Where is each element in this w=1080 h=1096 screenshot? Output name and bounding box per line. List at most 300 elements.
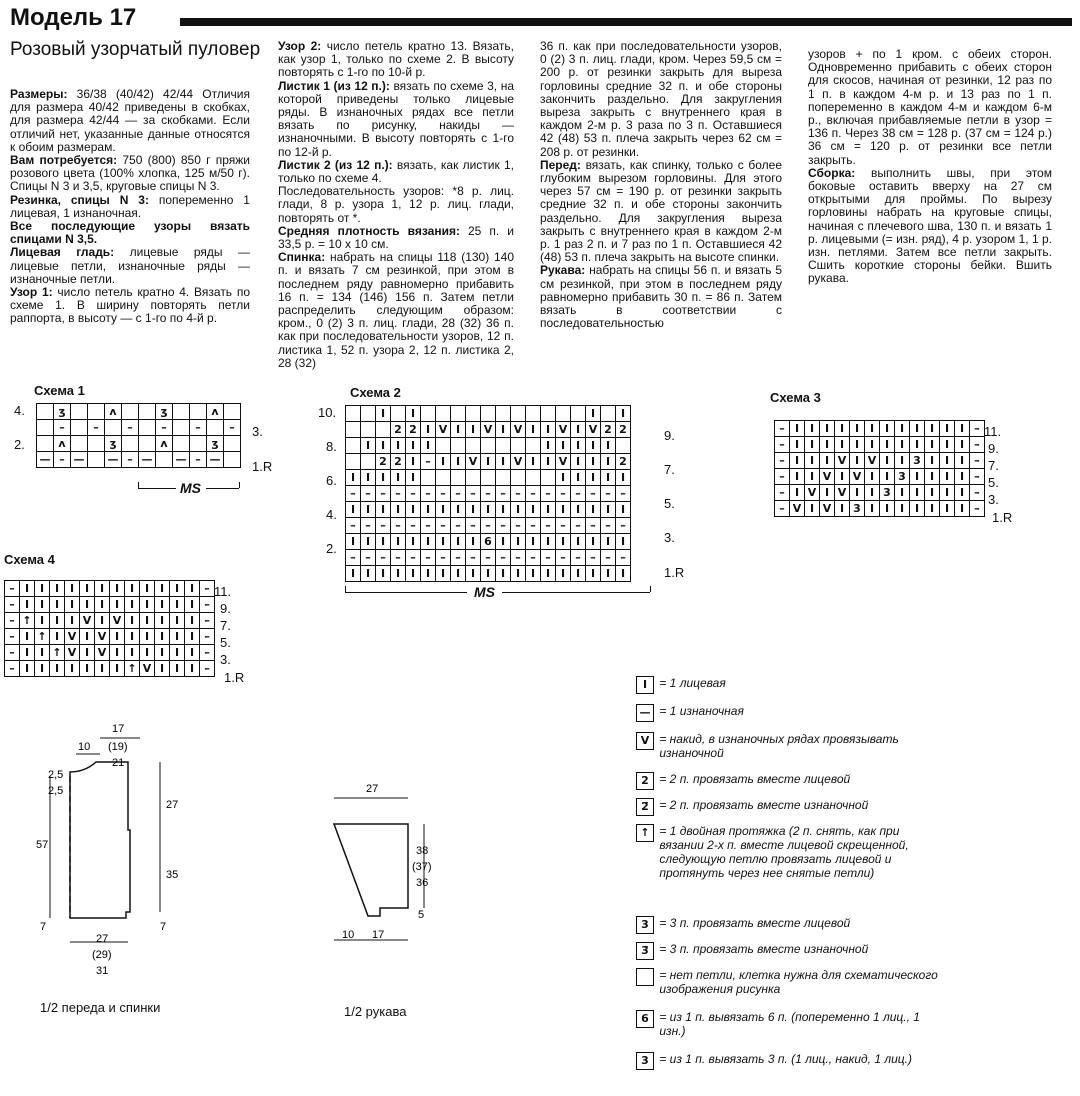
stitch-cell: ↑ bbox=[125, 661, 140, 677]
sizes-value: 36/38 (40/42) 42/44 bbox=[76, 87, 194, 101]
stitch-cell: I bbox=[865, 421, 880, 437]
stitch-cell bbox=[496, 406, 511, 422]
stitch-cell bbox=[481, 438, 496, 454]
rib-label: Резинка, спицы N 3: bbox=[10, 192, 149, 207]
stitch-cell: I bbox=[586, 534, 601, 550]
stitch-cell: I bbox=[436, 566, 451, 582]
stitch-cell: I bbox=[850, 421, 865, 437]
stitch-cell: I bbox=[406, 406, 421, 422]
stitch-cell: I bbox=[466, 534, 481, 550]
stitch-cell: I bbox=[50, 581, 65, 597]
body-outline bbox=[70, 762, 130, 918]
stitch-cell bbox=[122, 436, 139, 452]
legend-symbol: — bbox=[636, 704, 654, 722]
stitch-cell: – bbox=[466, 550, 481, 566]
stitch-cell: V bbox=[65, 629, 80, 645]
stitch-cell: I bbox=[451, 566, 466, 582]
stitch-cell bbox=[139, 404, 156, 420]
stitch-cell: I bbox=[110, 645, 125, 661]
stitch-cell: – bbox=[616, 486, 631, 502]
stitch-cell: I bbox=[865, 485, 880, 501]
stitch-cell: I bbox=[421, 422, 436, 438]
chart2-ms-label: MS bbox=[474, 584, 495, 600]
legend-item bbox=[636, 968, 949, 996]
stitch-cell: – bbox=[496, 518, 511, 534]
stitch-cell: – bbox=[190, 452, 207, 468]
stitch-cell: I bbox=[805, 453, 820, 469]
stitch-cell: – bbox=[200, 581, 215, 597]
stitch-cell: I bbox=[20, 645, 35, 661]
stitch-cell: I bbox=[895, 501, 910, 517]
stitch-cell: I bbox=[541, 566, 556, 582]
stitch-cell: ↑ bbox=[50, 645, 65, 661]
body-schematic bbox=[30, 716, 230, 986]
stitch-cell: I bbox=[820, 485, 835, 501]
dim-sleeve-h2: (37) bbox=[412, 861, 432, 873]
legend-item bbox=[636, 1010, 929, 1038]
stitch-cell: – bbox=[466, 518, 481, 534]
page-header bbox=[10, 4, 1072, 38]
stitch-cell: — bbox=[207, 452, 224, 468]
dim-top-2: (19) bbox=[108, 741, 128, 753]
stitch-cell: I bbox=[790, 453, 805, 469]
chart2-row-label: 5. bbox=[664, 496, 675, 511]
stitch-cell: I bbox=[155, 629, 170, 645]
stitch-cell: – bbox=[436, 486, 451, 502]
gauge-value: 25 п. и 33,5 р. = 10 х 10 см. bbox=[278, 223, 514, 252]
stitch-cell: I bbox=[406, 438, 421, 454]
stitch-cell: I bbox=[526, 454, 541, 470]
sleeves-label: Рукава: bbox=[540, 263, 586, 278]
ms-bracket-right bbox=[650, 586, 651, 592]
stitch-cell: I bbox=[601, 566, 616, 582]
stitch-cell bbox=[139, 420, 156, 436]
stitch-cell: – bbox=[526, 518, 541, 534]
stitch-cell: I bbox=[466, 502, 481, 518]
stitch-cell: I bbox=[376, 406, 391, 422]
text-column-4 bbox=[808, 48, 1052, 286]
legend-symbol: 2̄ bbox=[636, 798, 654, 816]
stitch-cell: V bbox=[835, 485, 850, 501]
stitch-cell: I bbox=[835, 437, 850, 453]
stitch-cell: – bbox=[775, 421, 790, 437]
chart3-row-label: 3. bbox=[988, 492, 999, 507]
dim-rib-left: 7 bbox=[40, 921, 47, 933]
chart1-grid bbox=[36, 403, 241, 468]
stitch-cell: I bbox=[170, 645, 185, 661]
ms-bracket-right bbox=[239, 482, 240, 488]
chart2-row-label: 7. bbox=[664, 462, 675, 477]
stitch-cell: – bbox=[586, 550, 601, 566]
stitch-cell: – bbox=[5, 661, 20, 677]
stitch-cell: – bbox=[5, 645, 20, 661]
stitch-cell: – bbox=[466, 486, 481, 502]
stitch-cell: – bbox=[970, 453, 985, 469]
stitch-cell: – bbox=[775, 485, 790, 501]
stitch-cell: I bbox=[586, 566, 601, 582]
stitch-cell: I bbox=[361, 502, 376, 518]
chart1-row-label: 3. bbox=[252, 424, 263, 439]
stitch-cell: I bbox=[110, 661, 125, 677]
dim-left-a: 2,5 bbox=[48, 769, 64, 781]
stitch-cell: I bbox=[65, 597, 80, 613]
stitch-cell: 3 bbox=[895, 469, 910, 485]
stitch-cell bbox=[496, 470, 511, 486]
stitch-cell: I bbox=[20, 597, 35, 613]
stitch-cell: – bbox=[200, 661, 215, 677]
stitch-cell: – bbox=[224, 420, 241, 436]
stitch-cell: – bbox=[406, 486, 421, 502]
stitch-cell: I bbox=[790, 469, 805, 485]
stitch-cell: I bbox=[436, 454, 451, 470]
stitch-cell: I bbox=[185, 661, 200, 677]
garment-title: Розовый узорчатый пуловер bbox=[10, 39, 261, 60]
front-label: Перед: bbox=[540, 157, 581, 172]
legend-symbol: ↑ bbox=[636, 824, 654, 842]
stitch-cell: I bbox=[185, 645, 200, 661]
stitch-cell: – bbox=[571, 550, 586, 566]
stitch-cell: I bbox=[496, 454, 511, 470]
stitch-cell bbox=[346, 422, 361, 438]
stitch-cell: – bbox=[421, 550, 436, 566]
stitch-cell: I bbox=[925, 469, 940, 485]
stitch-cell: I bbox=[820, 453, 835, 469]
chart1-title: Схема 1 bbox=[34, 383, 85, 398]
stitch-cell: – bbox=[391, 550, 406, 566]
stitch-cell: I bbox=[376, 470, 391, 486]
stitch-cell bbox=[122, 404, 139, 420]
stitch-cell bbox=[224, 404, 241, 420]
stitch-cell: I bbox=[940, 501, 955, 517]
leaf1-value: вязать по схеме 3, на которой приведены только лицевые ряды. В изнаночных рядах все петли вязать по рисунку, накиды — изнаночными. В высоту повторять с 1-го по 12-й р. bbox=[278, 78, 514, 159]
stitch-cell: I bbox=[571, 454, 586, 470]
stitch-cell: I bbox=[925, 485, 940, 501]
stitch-cell: I bbox=[571, 534, 586, 550]
stitch-cell: I bbox=[865, 501, 880, 517]
chart3-title: Схема 3 bbox=[770, 390, 821, 405]
leaf1-label: Листик 1 (из 12 п.): bbox=[278, 78, 390, 93]
stitch-cell: – bbox=[970, 485, 985, 501]
stitch-cell bbox=[466, 470, 481, 486]
legend-symbol: V bbox=[636, 732, 654, 750]
all-patterns-note: Все последующие узоры вязать спицами N 3,5. bbox=[10, 219, 250, 247]
stitch-cell: – bbox=[616, 518, 631, 534]
dim-top: 17 bbox=[112, 723, 125, 735]
legend-symbol: 3 bbox=[636, 1052, 654, 1070]
stitch-cell: — bbox=[139, 452, 156, 468]
stitch-cell: – bbox=[451, 486, 466, 502]
stitch-cell: I bbox=[955, 469, 970, 485]
stitch-cell bbox=[37, 404, 54, 420]
stitch-cell bbox=[481, 406, 496, 422]
chart3-row-label: 11. bbox=[984, 424, 1002, 439]
stitch-cell: I bbox=[391, 438, 406, 454]
stitch-cell: V bbox=[790, 501, 805, 517]
stitch-cell bbox=[71, 436, 88, 452]
stitch-cell: I bbox=[406, 454, 421, 470]
stitch-cell: I bbox=[880, 501, 895, 517]
stitch-cell: ʌ bbox=[156, 436, 173, 452]
legend-text: = из 1 п. вывязать 6 п. (попеременно 1 лиц., 1 изн.) bbox=[659, 1010, 920, 1038]
ms-bracket bbox=[206, 488, 239, 489]
legend-text: = 1 изнаночная bbox=[659, 704, 744, 718]
stitch-cell bbox=[173, 404, 190, 420]
stitch-cell: I bbox=[155, 597, 170, 613]
stitch-cell: I bbox=[616, 502, 631, 518]
stitch-cell: I bbox=[880, 421, 895, 437]
chart1-ms-label: MS bbox=[180, 480, 201, 496]
stitch-cell: I bbox=[185, 613, 200, 629]
stitch-cell: – bbox=[601, 550, 616, 566]
stitch-cell: 2 bbox=[376, 454, 391, 470]
header-rule bbox=[180, 18, 1072, 26]
stitch-cell: – bbox=[556, 486, 571, 502]
stitch-cell bbox=[616, 438, 631, 454]
legend-text: = 3 п. провязать вместе лицевой bbox=[659, 916, 851, 930]
stitch-cell: I bbox=[125, 645, 140, 661]
stitch-cell: I bbox=[140, 629, 155, 645]
stitch-cell: I bbox=[850, 485, 865, 501]
stitch-cell: I bbox=[155, 645, 170, 661]
chart2-row-label: 3. bbox=[664, 530, 675, 545]
stitch-cell: 2 bbox=[391, 454, 406, 470]
stitch-cell: – bbox=[481, 550, 496, 566]
stitch-cell: – bbox=[54, 452, 71, 468]
chart4-row-label: 7. bbox=[220, 618, 231, 633]
ms-bracket bbox=[138, 488, 176, 489]
dim-bottom-2: (29) bbox=[92, 949, 112, 961]
legend-item bbox=[636, 732, 949, 760]
legend-symbol: 3 bbox=[636, 916, 654, 934]
stitch-cell bbox=[511, 438, 526, 454]
stitch-cell: ʌ bbox=[105, 404, 122, 420]
stitch-cell: – bbox=[5, 581, 20, 597]
dim-rib-right: 7 bbox=[160, 921, 167, 933]
stitch-cell: – bbox=[571, 518, 586, 534]
stitch-cell: V bbox=[805, 485, 820, 501]
stitch-cell: V bbox=[586, 422, 601, 438]
legend-item bbox=[636, 798, 868, 816]
stitch-cell: V bbox=[436, 422, 451, 438]
back-label: Спинка: bbox=[278, 250, 326, 265]
stitch-cell bbox=[526, 406, 541, 422]
stitch-cell: I bbox=[835, 501, 850, 517]
stitch-cell: I bbox=[541, 438, 556, 454]
ms-bracket bbox=[502, 592, 650, 593]
stitch-cell: – bbox=[970, 437, 985, 453]
stitch-cell: I bbox=[361, 534, 376, 550]
stitch-cell: – bbox=[421, 486, 436, 502]
dim-sleeve-h1: 38 bbox=[416, 845, 429, 857]
chart1-row-label: 4. bbox=[14, 403, 25, 418]
stitch-cell: I bbox=[125, 597, 140, 613]
stitch-cell: – bbox=[5, 629, 20, 645]
stitch-cell: I bbox=[376, 438, 391, 454]
stitch-cell: – bbox=[541, 518, 556, 534]
stitch-cell: I bbox=[35, 581, 50, 597]
stitch-cell bbox=[451, 438, 466, 454]
stitch-cell: – bbox=[526, 486, 541, 502]
stitch-cell: I bbox=[820, 421, 835, 437]
stitch-cell: I bbox=[406, 534, 421, 550]
stitch-cell: I bbox=[496, 534, 511, 550]
stitch-cell: – bbox=[361, 518, 376, 534]
stitch-cell: I bbox=[110, 581, 125, 597]
stitch-cell: I bbox=[80, 629, 95, 645]
chart4-row-label: 1.R bbox=[224, 670, 245, 685]
chart4-row-label: 3. bbox=[220, 652, 231, 667]
dim-sleeve-h3: 36 bbox=[416, 877, 429, 889]
stitch-cell: – bbox=[451, 518, 466, 534]
stitch-cell: – bbox=[451, 550, 466, 566]
stitch-cell: – bbox=[436, 518, 451, 534]
legend-text: = накид, в изнаночных рядах провязывать изнаночной bbox=[659, 732, 899, 760]
stitch-cell: I bbox=[170, 613, 185, 629]
stitch-cell: I bbox=[955, 437, 970, 453]
text-column-1 bbox=[10, 88, 250, 326]
stitch-cell: I bbox=[406, 502, 421, 518]
stitch-cell: ʒ bbox=[156, 404, 173, 420]
legend-symbol: I bbox=[636, 676, 654, 694]
stitch-cell: I bbox=[910, 501, 925, 517]
legend-text: = 1 двойная протяжка (2 п. снять, как при вязании 2-х п. вместе лицевой скрещенной, следующую петлю провязать лицевой и протянуть через нее снятые петли) bbox=[659, 824, 909, 880]
pattern2-label: Узор 2: bbox=[278, 39, 322, 53]
stitch-cell: I bbox=[140, 613, 155, 629]
chart2-row-label: 9. bbox=[664, 428, 675, 443]
stitch-cell bbox=[496, 438, 511, 454]
stitch-cell: – bbox=[346, 518, 361, 534]
stitch-cell: 2 bbox=[391, 422, 406, 438]
stitch-cell: – bbox=[376, 550, 391, 566]
back-value: набрать на спицы 118 (130) 140 п. и вязать 7 см резинкой, при этом в последнем ряду равномерно прибавить 16 п. = 134 (146) 156 п. Затем петли распределить следующим образом: кром., 0 (2) 3 п. лиц. глади, 28 (32) 36 п. как при последовательности узоров, 12 п. листика 1, 52 п. узора 2, 12 п. листика 2, 28 (32) bbox=[278, 250, 515, 370]
stitch-cell: I bbox=[170, 581, 185, 597]
stitch-cell: I bbox=[586, 438, 601, 454]
stitch-cell: V bbox=[140, 661, 155, 677]
stitch-cell bbox=[71, 404, 88, 420]
stitch-cell: – bbox=[586, 486, 601, 502]
stitch-cell: I bbox=[511, 534, 526, 550]
stitch-cell: I bbox=[50, 629, 65, 645]
stitch-cell: I bbox=[421, 534, 436, 550]
stitch-cell: I bbox=[556, 438, 571, 454]
legend-item bbox=[636, 824, 929, 880]
assembly-value: выполнить швы, при этом боковые оставить вверху на 27 см открытыми для проймы. По вырезу горловины набрать на круговые спицы, начиная с плечевого шва, 130 п. и вязать 1 р. лицевыми (= изн. ряд), 4 р. узором 1, 1 р. изн. петлями. Затем все петли закрыть. Сшить короткие стороны бейки. Вшить рукава. bbox=[808, 165, 1052, 286]
stitch-cell: I bbox=[95, 661, 110, 677]
stitch-cell: – bbox=[361, 550, 376, 566]
stitch-cell: – bbox=[496, 550, 511, 566]
sleeves-value: набрать на спицы 56 п. и вязать 5 см резинкой, при этом в последнем ряду равномерно прибавить 30 п. = 86 п. Затем вязать в соответствии с последовательностью bbox=[540, 263, 782, 331]
stitch-cell: ʒ bbox=[207, 436, 224, 452]
gauge-label: Средняя плотность вязания: bbox=[278, 223, 460, 238]
stitch-cell: I bbox=[790, 437, 805, 453]
stitch-cell: – bbox=[556, 550, 571, 566]
stitch-cell: I bbox=[940, 437, 955, 453]
stitch-cell bbox=[37, 420, 54, 436]
text-column-2 bbox=[278, 40, 514, 370]
stitch-cell bbox=[88, 404, 105, 420]
stitch-cell: – bbox=[970, 501, 985, 517]
stitch-cell: I bbox=[361, 566, 376, 582]
stitch-cell: – bbox=[122, 452, 139, 468]
stitch-cell: — bbox=[105, 452, 122, 468]
stitch-cell bbox=[346, 438, 361, 454]
stitch-cell: V bbox=[865, 453, 880, 469]
stitch-cell: I bbox=[541, 454, 556, 470]
stitch-cell: I bbox=[940, 485, 955, 501]
stitch-cell: I bbox=[110, 597, 125, 613]
stitch-cell: I bbox=[850, 453, 865, 469]
stitch-cell: I bbox=[346, 566, 361, 582]
chart2-title: Схема 2 bbox=[350, 385, 401, 400]
chart2-row-label: 8. bbox=[326, 439, 337, 454]
stitch-cell: I bbox=[805, 421, 820, 437]
stitch-cell: I bbox=[140, 645, 155, 661]
stitch-cell: I bbox=[895, 421, 910, 437]
stitch-cell: – bbox=[361, 486, 376, 502]
stitch-cell bbox=[224, 436, 241, 452]
stitch-cell: I bbox=[155, 613, 170, 629]
stitch-cell: I bbox=[586, 502, 601, 518]
sizes-label: Размеры: bbox=[10, 87, 68, 101]
stitch-cell: I bbox=[421, 566, 436, 582]
stitch-cell: I bbox=[50, 613, 65, 629]
stitch-cell: I bbox=[571, 566, 586, 582]
stitch-cell bbox=[511, 406, 526, 422]
stitch-cell: 3 bbox=[910, 453, 925, 469]
stitch-cell: I bbox=[586, 454, 601, 470]
stitch-cell: – bbox=[526, 550, 541, 566]
stitch-cell: – bbox=[421, 454, 436, 470]
stitch-cell: V bbox=[80, 613, 95, 629]
stitch-cell bbox=[88, 436, 105, 452]
dim-armhole: 27 bbox=[166, 799, 179, 811]
stitch-cell: — bbox=[71, 452, 88, 468]
stitch-cell: I bbox=[346, 534, 361, 550]
stitch-cell: – bbox=[156, 420, 173, 436]
stitch-cell: I bbox=[80, 645, 95, 661]
stitch-cell bbox=[526, 470, 541, 486]
stitch-cell bbox=[361, 422, 376, 438]
sleeves-continuation: узоров + по 1 кром. с обеих сторон. Одновременно прибавить с обеих сторон для скосов, начиная от резинки, 12 раз по 1 п. в каждом 4-м р. и 13 раз по 1 п. попеременно в каждом 4-м и каждом 6-м р., включая прибавляемые петли в узор = 136 п. Через 38 см = 128 р. (37 см = 124 р.) 36 см = 120 р. от резинки все петли закрыть. bbox=[808, 47, 1052, 167]
stitch-cell: I bbox=[155, 581, 170, 597]
legend-item bbox=[636, 772, 850, 790]
stitch-cell: I bbox=[880, 437, 895, 453]
chart4-grid bbox=[4, 580, 215, 677]
stitch-cell: I bbox=[556, 534, 571, 550]
text-column-3 bbox=[540, 40, 782, 330]
model-title: Модель 17 bbox=[10, 4, 137, 31]
stitch-cell: 3 bbox=[880, 485, 895, 501]
sizes-note: Отличия для размера 40/42 приведены в скобках, для размера 42/44 — за скобками. Если отличий нет, указанные данные относятся к обоим размерам. bbox=[10, 87, 251, 154]
stitch-cell: – bbox=[970, 421, 985, 437]
stitch-cell bbox=[71, 420, 88, 436]
stitch-cell bbox=[156, 452, 173, 468]
stockinette-value: лицевые ряды — лицевые петли, изнаночные ряды — изнаночные петли. bbox=[10, 245, 250, 286]
stitch-cell: I bbox=[481, 566, 496, 582]
stitch-cell: I bbox=[391, 502, 406, 518]
stitch-cell: I bbox=[436, 502, 451, 518]
stitch-cell: I bbox=[895, 485, 910, 501]
stitch-cell: I bbox=[140, 581, 155, 597]
stitch-cell: I bbox=[140, 597, 155, 613]
stitch-cell: I bbox=[865, 437, 880, 453]
stitch-cell: I bbox=[20, 661, 35, 677]
stitch-cell bbox=[376, 422, 391, 438]
stitch-cell: 2 bbox=[601, 422, 616, 438]
stitch-cell: I bbox=[451, 422, 466, 438]
stitch-cell: I bbox=[451, 454, 466, 470]
chart4-row-label: 9. bbox=[220, 601, 231, 616]
